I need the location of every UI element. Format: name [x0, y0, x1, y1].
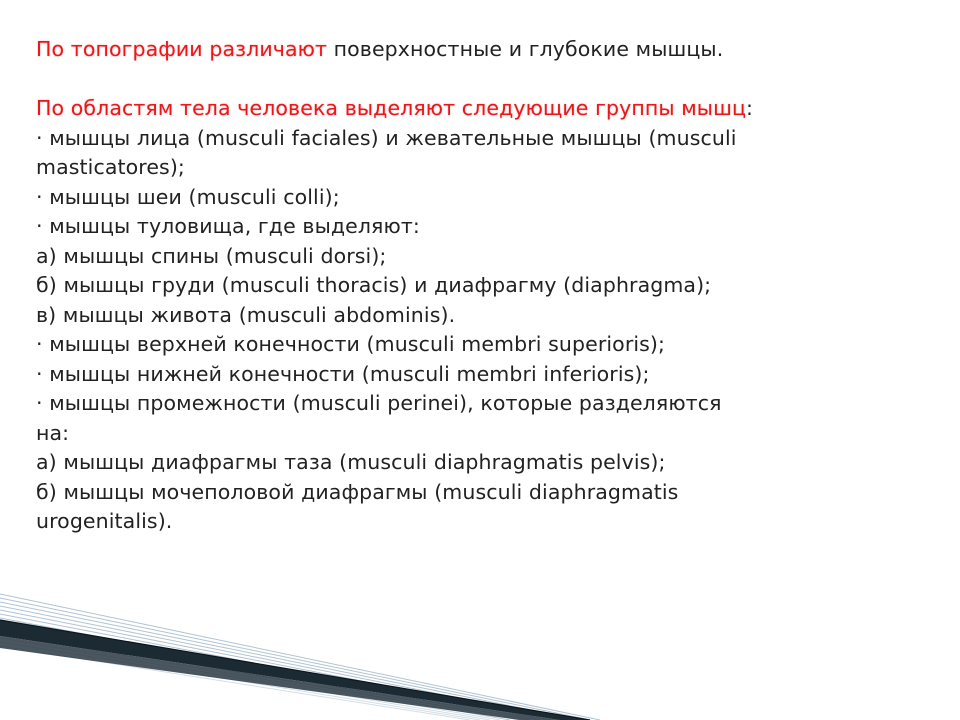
text-line: б) мышцы груди (musculi thoracis) и диафрагму (diaphragma);	[36, 273, 712, 297]
heading-regions	[36, 94, 916, 124]
text-line: · мышцы нижней конечности (musculi membri inferioris);	[36, 361, 650, 386]
heading-regions-rest: :	[746, 96, 754, 120]
text-line: б) мышцы мочеполовой диафрагмы (musculi diaphragmatis	[36, 479, 679, 504]
corner-decoration	[0, 590, 600, 720]
text-line: · мышцы лица (musculi faciales) и жевательные мышцы (musculi	[36, 125, 737, 150]
heading-topography-highlight: По топографии различают	[36, 37, 328, 61]
text-line: а) мышцы диафрагмы таза (musculi diaphragmatis pelvis);	[36, 450, 666, 474]
text-line: на:	[36, 420, 70, 445]
slide-body	[36, 35, 916, 537]
text-line: masticatores);	[36, 155, 185, 179]
text-line: · мышцы верхней конечности (musculi membri superioris);	[36, 332, 666, 356]
heading-topography	[36, 35, 916, 65]
text-line: · мышцы промежности (musculi perinei), которые разделяются	[36, 391, 722, 415]
spacer	[36, 65, 916, 95]
text-line: · мышцы туловища, где выделяют:	[36, 214, 420, 238]
text-line: urogenitalis).	[36, 509, 173, 533]
text-line: а) мышцы спины (musculi dorsi);	[36, 243, 387, 268]
text-line: · мышцы шеи (musculi colli);	[36, 184, 340, 209]
heading-topography-rest: поверхностные и глубокие мышцы.	[327, 37, 724, 61]
text-line: в) мышцы живота (musculi abdominis).	[36, 302, 456, 327]
heading-regions-highlight: По областям тела человека выделяют следующие группы мышц	[36, 96, 747, 120]
